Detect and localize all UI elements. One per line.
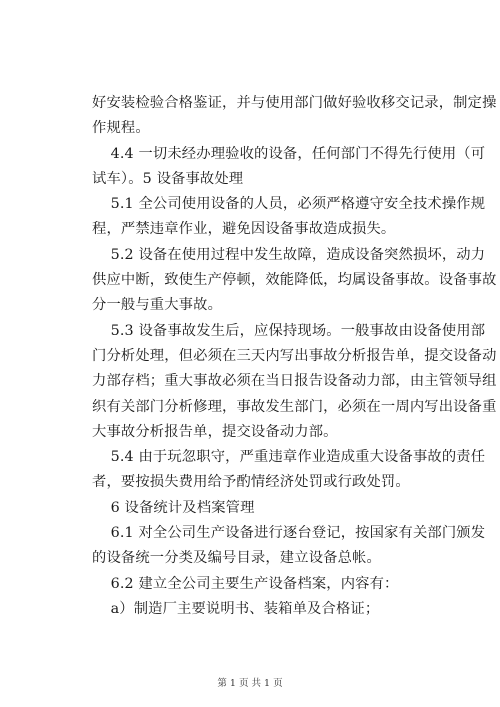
list-item-a <box>92 597 422 622</box>
text-line: 6.1 对全公司生产设备进行逐台登记，按国家有关部门颁发 <box>110 525 486 542</box>
paragraph-6-1 <box>92 521 486 572</box>
section-heading-6 <box>92 496 422 521</box>
paragraph-5-3 <box>92 319 497 445</box>
paragraph <box>92 91 497 142</box>
paragraph-5-4 <box>92 445 486 496</box>
text-line: 6.2 建立全公司主要生产设备档案，内容有： <box>110 575 399 592</box>
text-line: a）制造厂主要说明书、装箱单及合格证； <box>110 600 380 617</box>
text-line: 程，严禁违章作业，避免因设备事故造成损失。 <box>92 221 396 238</box>
text-line: 门分析处理，但必须在三天内写出事故分析报告单，提交设备动 <box>92 347 497 364</box>
page-footer: 第 1 页 共 1 页 <box>217 678 283 689</box>
document-body <box>92 91 497 622</box>
text-line: 5.4 由于玩忽职守，严重违章作业造成重大设备事故的责任 <box>110 449 486 466</box>
text-line: 5.1 全公司使用设备的人员，必须严格遵守安全技术操作规 <box>110 196 486 213</box>
text-line: 5.2 设备在使用过程中发生故障，造成设备突然损坏，动力 <box>110 246 486 263</box>
paragraph-6-2 <box>92 572 422 597</box>
text-line: 5.3 设备事故发生后，应保持现场。一般事故由设备使用部 <box>110 322 486 339</box>
text-line: 力部存档；重大事故必须在当日报告设备动力部，由主管领导组 <box>92 373 497 390</box>
paragraph-5-2 <box>92 243 497 319</box>
text-line: 分一般与重大事故。 <box>92 297 223 314</box>
text-line: 好安装检验合格鉴证，并与使用部门做好验收移交记录，制定操 <box>92 95 497 111</box>
text-line: 4.4 一切未经办理验收的设备，任何部门不得先行使用（可 <box>110 145 486 162</box>
text-line: 6 设备统计及档案管理 <box>110 499 255 516</box>
paragraph-5-1 <box>92 192 486 243</box>
text-line: 者，要按损失费用给予酌情经济处罚或行政处罚。 <box>92 474 410 491</box>
text-line: 的设备统一分类及编号目录，建立设备总帐。 <box>92 550 381 567</box>
text-line: 织有关部门分析修理，事故发生部门，必须在一周内写出设备重 <box>92 398 497 415</box>
text-line: 供应中断，致使生产停顿，效能降低，均属设备事故。设备事故 <box>92 272 497 289</box>
text-line: 试车）。5 设备事故处理 <box>92 170 244 187</box>
paragraph-4-4 <box>92 142 486 193</box>
text-line: 大事故分析报告单，提交设备动力部。 <box>92 423 338 440</box>
text-line: 作规程。 <box>92 120 150 137</box>
